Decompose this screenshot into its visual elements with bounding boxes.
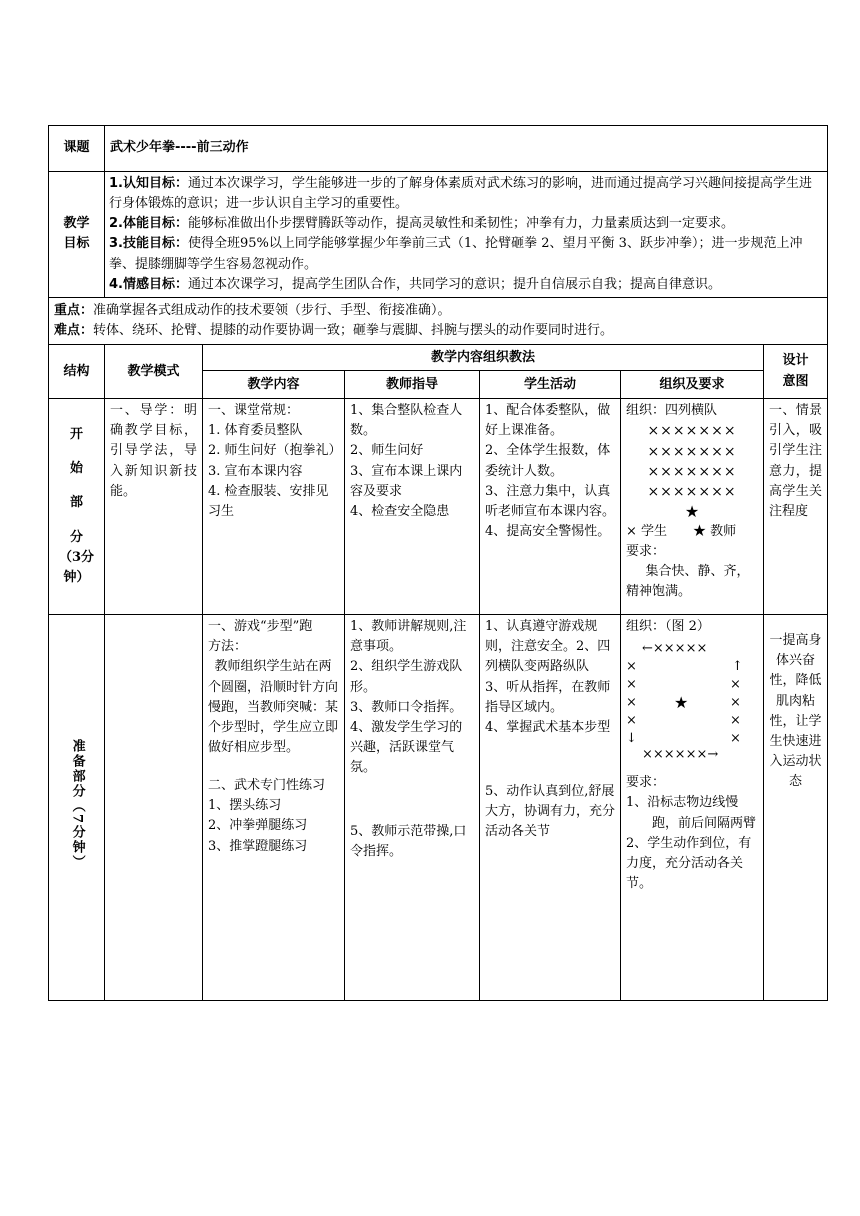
start-content-item-1: 1. 体育委员整队 [208,423,303,439]
section-start-row [49,399,828,615]
goal-4-head: 4.情感目标： [109,276,188,292]
header-design-text: 设计意图 [782,353,809,389]
route-left-4: × [626,713,637,729]
section-prep-mode [105,615,203,1001]
start-content-title: 一、课堂常规： [208,403,300,419]
prep-teacher-3: 3、教师口令指挥。 [350,699,463,715]
goal-2-head: 2.体能目标： [109,216,188,232]
start-content-item-3: 3. 宣布本课内容 [208,463,303,479]
start-teacher-2: 2、师生问好 [350,443,424,459]
header-row-1 [49,345,828,371]
section-start-org [621,399,764,615]
start-org-legend: × 学生 ★ 教师 [626,523,737,539]
route-top-row: ←××××× [642,641,708,657]
formation-row-1: ××××××× [647,423,737,440]
keypoint-label: 重点： [54,302,94,318]
difficulty-text: 转体、绕环、抡臂、提膝的动作要协调一致；砸拳与震脚、抖腕与摆头的动作要同时进行。 [93,322,614,338]
prep-org-req-label: 要求： [626,775,666,791]
goal-2 [109,214,823,234]
formation-row-3: ××××××× [647,463,737,480]
section-start-char-2: 始 [69,461,83,477]
route-left-2: × [626,677,637,693]
header-content: 教学内容 [203,371,345,399]
goal-1-head: 1.认知目标： [109,176,188,191]
section-prep-org [621,615,764,1001]
prep-method-label: 方法： [208,639,248,655]
start-teacher-1: 1、集合整队检查人数。 [350,403,463,439]
prep-spacer [208,758,339,776]
goal-3 [109,234,823,274]
teacher-star-icon-2: ★ [674,693,689,713]
goals-label [49,172,105,298]
start-org-label: 组织：四列横队 [626,403,718,419]
keypoint-text: 准确掌握各式组成动作的技术要领（步行、手型、衔接准确）。 [93,302,451,318]
section-start-content [203,399,345,615]
up-arrow-icon: ↑ [732,659,743,675]
title-label: 课题 [49,126,105,172]
prep-game-title: 一、游戏“步型”跑 [208,619,313,635]
prep-org-req-1: 1、沿标志物边线慢跑，前后间隔两臂 [626,795,757,831]
section-start-char-1: 开 [69,427,83,443]
goal-1 [109,174,823,214]
section-start-name [49,399,105,615]
teacher-star-icon: ★ [684,502,700,522]
header-design [764,345,828,399]
goals-label-text: 教学目标 [63,216,90,252]
prep-teacher-spacer [350,778,474,822]
start-org-req-label: 要求： [626,543,666,559]
keypoint-cell [49,297,828,344]
route-bottom-row: ××××××→ [642,747,719,763]
route-right-1: × [730,677,741,693]
start-teacher-3: 3、宣布本课上课内容及要求 [350,463,463,499]
difficulty-line [54,321,822,341]
section-start-student [480,399,621,615]
prep-teacher-4: 4、激发学生学习的兴趣，活跃课堂气氛。 [350,719,463,776]
header-group: 教学内容组织教法 [203,345,764,371]
goal-1-text: 通过本次课学习，学生能够进一步的了解身体素质对武术练习的影响，进而通过提高学习兴趣间接提高学生进行身体锻炼的意识；进一步认识自主学习的重要性。 [109,176,812,212]
section-prep-content [203,615,345,1001]
lesson-plan-table [48,125,828,1001]
section-prep-student [480,615,621,1001]
goal-3-text: 使得全班95%以上同学能够掌握少年拳前三式（1、抡臂砸拳 2、望月平衡 3、跃步冲拳）；进一步规范上冲拳、提膝绷脚等学生容易忽视动作。 [109,236,803,272]
goal-3-head: 3.技能目标： [109,236,188,252]
start-teacher-4: 4、检查安全隐患 [350,503,450,519]
goals-row [49,172,828,298]
prep-method-text: 教师组织学生站在两个圆圈，沿顺时针方向慢跑，当教师突喊：某个步型时，学生应立即做好相应步型。 [208,659,339,755]
prep-student-spacer [485,738,615,782]
start-student-2: 2、全体学生报数，体委统计人数。 [485,443,611,479]
lesson-plan [48,125,828,1001]
header-org: 组织及要求 [621,371,764,399]
prep-teacher-1: 1、教师讲解规则,注意事项。 [350,619,467,655]
section-prep-design: 一提高身体兴奋性，降低肌肉粘性，让学生快速进入运动状态 [764,615,828,1001]
prep-drill-title: 二、武术专门性练习 [208,778,326,794]
route-right-3: × [730,713,741,729]
run-route-diagram [626,639,746,763]
prep-student-2: 3、听从指挥，在教师指导区域内。 [485,679,611,715]
section-start-teacher [345,399,480,615]
start-student-3: 3、注意力集中，认真听老师宣布本课内容。 [485,483,616,519]
start-content-item-4: 4. 检查服装、安排见习生 [208,483,329,519]
formation-row-4: ××××××× [647,484,737,501]
prep-student-5: 5、动作认真到位,舒展大方，协调有力，充分活动各关节 [485,783,616,840]
route-right-4: × [730,731,741,747]
route-left-3: × [626,695,637,711]
route-right-2: × [730,695,741,711]
keypoint-line [54,301,822,321]
goal-2-text: 能够标准做出仆步摆臂腾跃等动作，提高灵敏性和柔韧性；冲拳有力，力量素质达到一定要求。 [187,216,734,232]
prep-teacher-5: 5、教师示范带操,口令指挥。 [350,824,467,860]
header-mode: 教学模式 [105,345,203,399]
prep-drill-1: 1、摆头练习 [208,798,282,814]
section-start-design: 一、情景引入，吸引学生注意力，提高学生关注程度 [764,399,828,615]
title-value: 武术少年拳----前三动作 [105,126,828,172]
keypoint-row [49,297,828,344]
start-org-req-text: 集合快、静、齐，精神饱满。 [626,563,750,600]
difficulty-label: 难点： [54,322,94,338]
goal-4-text: 通过本次课学习，提高学生团队合作，共同学习的意识；提升自信展示自我；提高自律意识。 [187,276,721,292]
goals-list [105,172,828,298]
prep-student-3: 4、掌握武术基本步型 [485,719,611,735]
header-structure: 结构 [49,345,105,399]
route-left-1: × [626,659,637,675]
section-prep-name-text: 准备部分（7分钟） [69,738,85,870]
title-row [49,126,828,172]
prep-org-label: 组织：（图 2） [626,619,710,635]
header-teacher: 教师指导 [345,371,480,399]
section-prep-row [49,615,828,1001]
header-student: 学生活动 [480,371,621,399]
prep-drill-3: 3、推掌蹬腿练习 [208,838,308,854]
section-prep-name [49,615,105,1001]
prep-teacher-2: 2、组织学生游戏队形。 [350,659,463,695]
start-student-1: 1、配合体委整队，做好上课准备。 [485,403,611,439]
start-student-4: 4、提高安全警惕性。 [485,523,611,539]
down-arrow-icon: ↓ [626,731,637,747]
prep-drill-2: 2、冲拳弹腿练习 [208,818,308,834]
formation-row-2: ××××××× [647,443,737,460]
start-content-item-2: 2. 师生问好（抱拳礼） [208,443,342,459]
section-start-duration: （3分钟） [58,549,95,585]
goal-4 [109,275,823,295]
section-start-mode: 一、导学：明确教学目标，引导学法，导入新知识新技能。 [105,399,203,615]
section-prep-teacher [345,615,480,1001]
prep-student-1: 1、认真遵守游戏规则，注意安全。2、四列横队变两路纵队 [485,619,611,675]
prep-org-req-2: 2、学生动作到位，有力度，充分活动各关节。 [626,835,752,891]
section-start-char-4: 分 [69,529,83,545]
section-start-char-3: 部 [69,495,83,511]
